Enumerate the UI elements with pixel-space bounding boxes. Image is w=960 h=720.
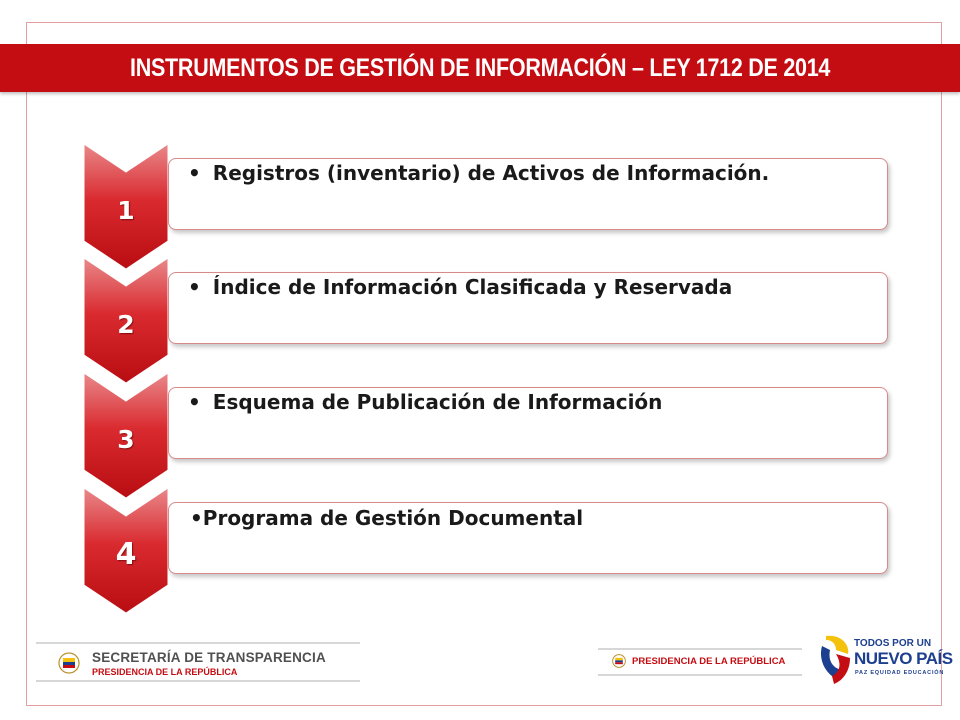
step-2 <box>84 258 892 383</box>
divider <box>36 680 360 682</box>
bullet: • <box>188 161 201 185</box>
step-number: 1 <box>117 196 135 225</box>
step-4 <box>84 488 892 613</box>
step-text <box>190 483 880 553</box>
logo-line-3: PAZ EQUIDAD EDUCACIÓN <box>855 670 945 676</box>
logo-line-2: NUEVO PAÍS <box>854 649 953 668</box>
colombia-seal-icon <box>58 652 80 674</box>
colombia-seal-icon <box>612 654 626 668</box>
logo-line-1: TODOS POR UN <box>854 638 932 649</box>
divider <box>598 648 802 650</box>
step-number: 4 <box>115 537 137 572</box>
step-label: Registros (inventario) de Activos de Información. <box>212 161 770 185</box>
step-3 <box>84 373 892 498</box>
step-number: 2 <box>117 310 135 339</box>
step-text <box>188 252 878 322</box>
todos-por-un-nuevo-pais-logo <box>818 632 953 692</box>
secretaria-footer <box>36 640 360 682</box>
bullet: • <box>188 390 201 414</box>
page-title: INSTRUMENTOS DE GESTIÓN DE INFORMACIÓN – LEY 1712 DE 2014 <box>129 53 831 82</box>
step-label: Esquema de Publicación de Información <box>212 390 663 414</box>
step-label: Programa de Gestión Documental <box>202 506 584 530</box>
divider <box>36 642 360 644</box>
step-text <box>188 138 878 208</box>
step-number: 3 <box>117 425 135 454</box>
bullet: • <box>188 275 201 299</box>
step-label: Índice de Información Clasificada y Reservada <box>212 275 733 299</box>
title-banner <box>0 44 960 92</box>
step-1 <box>84 144 892 269</box>
secretaria-subtitle: PRESIDENCIA DE LA REPÚBLICA <box>92 667 238 677</box>
secretaria-title: SECRETARÍA DE TRANSPARENCIA <box>92 650 326 665</box>
presidencia-label: PRESIDENCIA DE LA REPÚBLICA <box>632 656 786 667</box>
logo-mark-icon <box>818 632 852 688</box>
bullet: • <box>190 506 203 530</box>
step-text <box>188 367 878 437</box>
divider <box>598 674 802 676</box>
